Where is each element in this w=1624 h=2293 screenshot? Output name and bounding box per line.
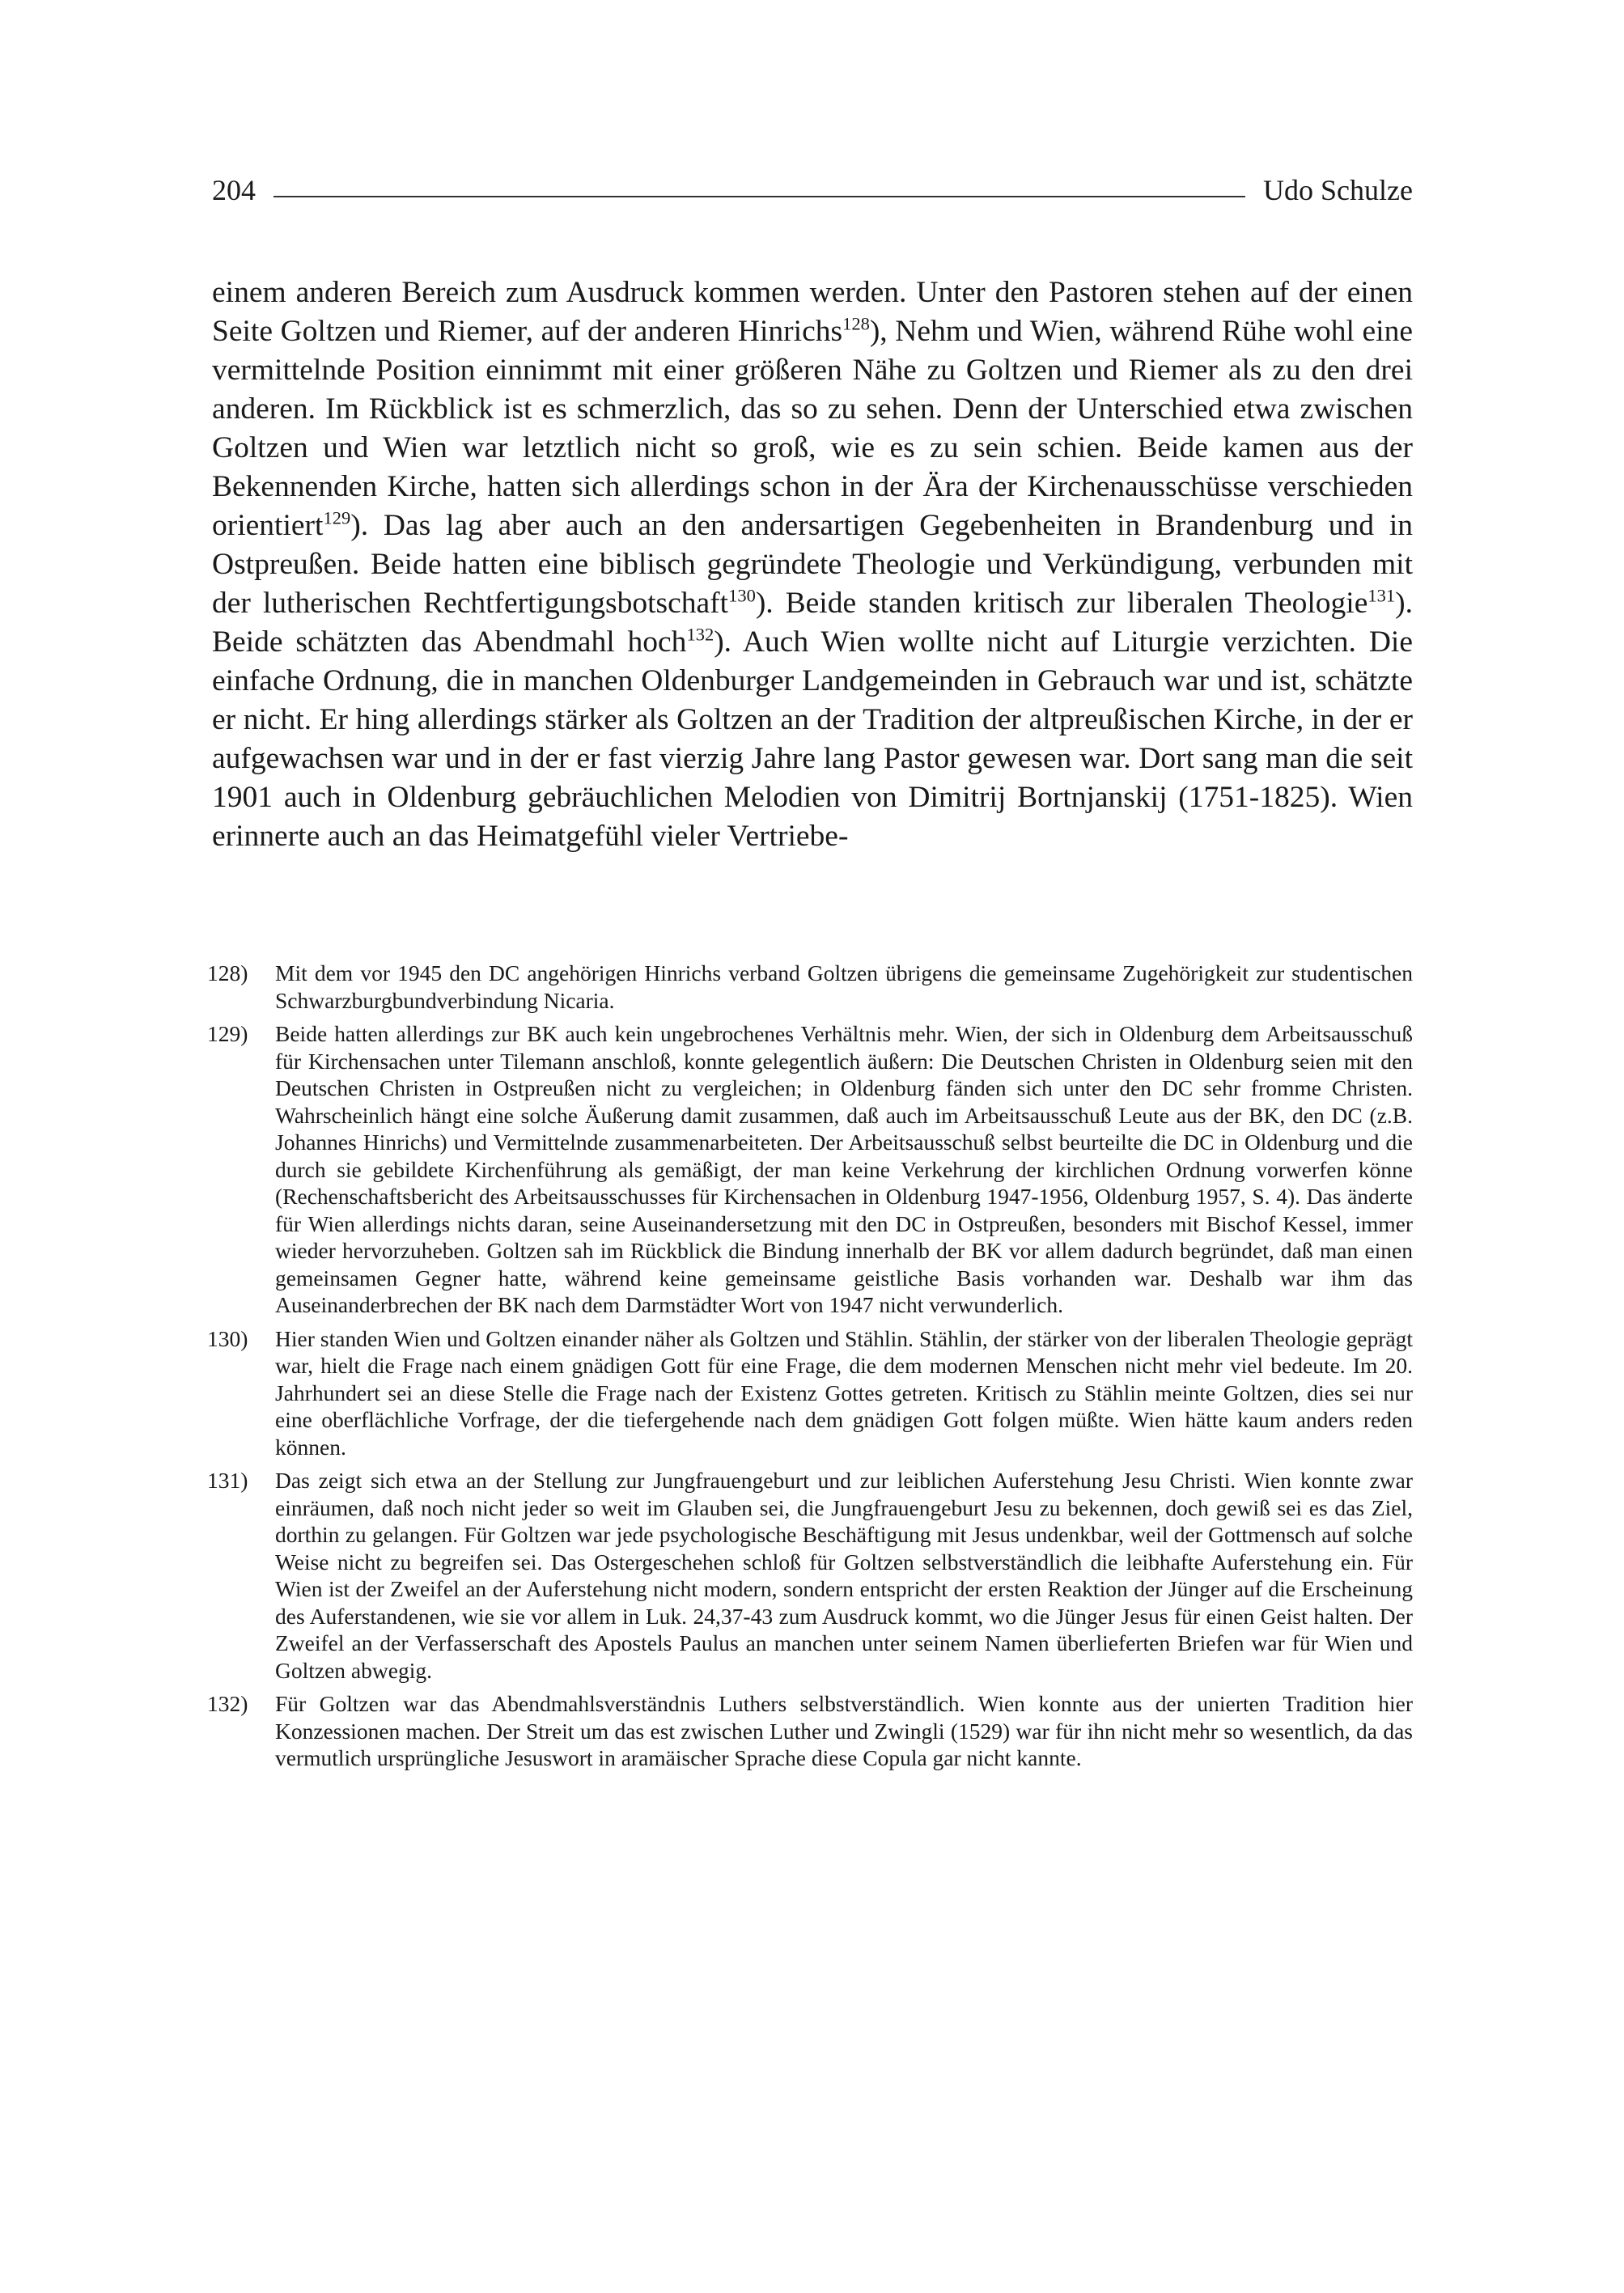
footnote-ref-131[interactable]: 131 (1367, 585, 1396, 606)
footnote-number: 130) (207, 1325, 248, 1351)
footnotes (207, 960, 1413, 1772)
footnote-text: Das zeigt sich etwa an der Stellung zur Jungfrauengeburt und zur leiblichen Auferstehung Jesu Christi. Wien konnte zwar einräumen, daß noch nicht jeder so weit im Glauben sei, die Jungfrauengeburt Jesu zu bekennen, doch gewiß sei es das Ziel, dorthin zu gelangen. Für Goltzen war jede psychologische Beschäftigung mit Jesus undenkbar, weil der Gottmensch auf solche Weise nicht zu begreifen sei. Das Ostergeschehen schloß für Goltzen selbstverständlich die leibhafte Auferstehung ein. Für Wien ist der Zweifel an der Auferstehung nicht modern, sondern entspricht der ersten Reaktion der Jünger auf die Erscheinung des Auferstandenen, wie sie vor allem in Luk. 24,37-43 zum Ausdruck kommt, wo die Jünger Jesus für einen Geist halten. Der Zweifel an der Verfasserschaft des Apostels Paulus an manchen unter seinem Namen überlieferten Briefen war für Wien und Goltzen abwegig. (275, 1468, 1413, 1683)
footnote-129 (207, 1020, 1413, 1319)
running-author: Udo Schulze (1263, 174, 1413, 206)
book-page (207, 168, 1413, 1778)
footnote-number: 131) (207, 1468, 248, 1493)
footnote-128 (207, 960, 1413, 1014)
footnote-text: Hier standen Wien und Goltzen einander näher als Goltzen und Stählin. Stählin, der stärker von der liberalen Theologie geprägt war, hielt die Frage nach einem gnädigen Gott für eine Frage, die dem modernen Menschen nicht mehr viel bedeute. Im 20. Jahrhundert sei an diese Stelle die Frage nach der Existenz Gottes getreten. Kritisch zu Stählin meinte Goltzen, dies sei nur eine oberflächliche Vorfrage, der die tiefergehende nach dem gnädigen Gott folgen müßte. Wien hätte kaum anders reden können. (275, 1325, 1413, 1460)
header-rule (273, 196, 1245, 197)
running-header (212, 168, 1413, 207)
footnote-ref-128[interactable]: 128 (842, 313, 870, 334)
footnote-text: Beide hatten allerdings zur BK auch kein ungebrochenes Verhältnis mehr. Wien, der sich in Oldenburg dem Arbeitsausschuß für Kirchensachen unter Tilemann anschloß, konnte gelegentlich äußern: Die Deutschen Christen in Oldenburg seien mit den Deutschen Christen in Ostpreußen nicht zu vergleichen; in Oldenburg fänden sich unter den DC sehr fromme Christen. Wahrscheinlich hängt eine solche Äußerung damit zusammen, daß auch im Arbeitsausschuß Leute aus der BK, den DC (z.B. Johannes Hinrichs) und Vermittelnde zusammenarbeiteten. Der Arbeitsausschuß selbst beurteilte die DC in Oldenburg und die durch sie gebildete Kirchenführung als gemäßigt, der man keine Verkehrung der kirchlichen Ordnung vorwerfen könne (Rechenschaftsbericht des Arbeitsausschusses für Kirchensachen in Oldenburg 1947-1956, Oldenburg 1957, S. 4). Das änderte für Wien allerdings nichts daran, seine Auseinandersetzung mit den DC in Ostpreußen, besonders mit Bischof Kessel, immer wieder hervorzuheben. Goltzen sah im Rückblick die Bindung innerhalb der BK vor allem dadurch begründet, daß man einen gemeinsamen Gegner hatte, während keine gemeinsame geistliche Basis vorhanden war. Deshalb war ihm das Auseinanderbrechen der BK nach dem Darmstädter Wort von 1947 nicht verwunderlich. (275, 1021, 1413, 1317)
main-text (212, 273, 1413, 856)
footnote-132 (207, 1690, 1413, 1772)
footnote-131 (207, 1467, 1413, 1684)
footnote-text: Für Goltzen war das Abendmahlsverständnis Luthers selbstverständlich. Wien konnte aus der unierten Tradition hier Konzessionen machen. Der Streit um das est zwischen Luther und Zwingli (1529) war für ihn nicht mehr so wesentlich, da das vermutlich ursprüngliche Jesuswort in aramäischer Sprache diese Copula gar nicht kannte. (275, 1691, 1413, 1770)
footnote-number: 128) (207, 960, 248, 985)
footnote-number: 129) (207, 1021, 248, 1046)
footnote-130 (207, 1325, 1413, 1461)
footnote-ref-132[interactable]: 132 (686, 624, 714, 645)
page-number: 204 (212, 174, 256, 206)
footnote-ref-129[interactable]: 129 (323, 507, 351, 528)
footnote-ref-130[interactable]: 130 (728, 585, 756, 606)
footnote-text: Mit dem vor 1945 den DC angehörigen Hinrichs verband Goltzen übrigens die gemeinsame Zugehörigkeit zur studentischen Schwarzburgbundverbindung Nicaria. (275, 960, 1413, 1013)
body-paragraph: einem anderen Bereich zum Ausdruck kommen werden. Unter den Pastoren stehen auf der einen Seite Goltzen und Riemer, auf der anderen Hinrichs$^{128}$), Nehm und Wien, während Rühe wohl eine vermittelnde Position einnimmt mit einer größeren Nähe zu Goltzen und Riemer als zu den drei anderen. Im Rückblick ist es schmerzlich, das so zu sehen. Denn der Unterschied etwa zwischen Goltzen und Wien war letztlich nicht so groß, wie es zu sein schien. Beide kamen aus der Bekennenden Kirche, hatten sich allerdings schon in der Ära der Kirchenausschüsse verschieden orientiert$^{129}$). Das lag aber auch an den andersartigen Gegebenheiten in Brandenburg und in Ostpreußen. Beide hatten eine biblisch gegründete Theologie und Verkündigung, verbunden mit der lutherischen Rechtfertigungsbotschaft$^{130}$). Beide standen kritisch zur liberalen Theologie$^{131}$). Beide schätzten das Abendmahl hoch$^{132}$). Auch Wien wollte nicht auf Liturgie verzichten. Die einfache Ordnung, die in manchen Oldenburger Landgemeinden in Gebrauch war und ist, schätzte er nicht. Er hing allerdings stärker als Goltzen an der Tradition der altpreußischen Kirche, in der er aufgewachsen war und in der er fast vierzig Jahre lang Pastor gewesen war. Dort sang man die seit 1901 auch in Oldenburg gebräuchlichen Melodien von Dimitrij Bortnjanskij (1751-1825). Wien erinnerte auch an das Heimatgefühl vieler Vertriebe- (212, 276, 1413, 853)
footnote-number: 132) (207, 1691, 248, 1716)
